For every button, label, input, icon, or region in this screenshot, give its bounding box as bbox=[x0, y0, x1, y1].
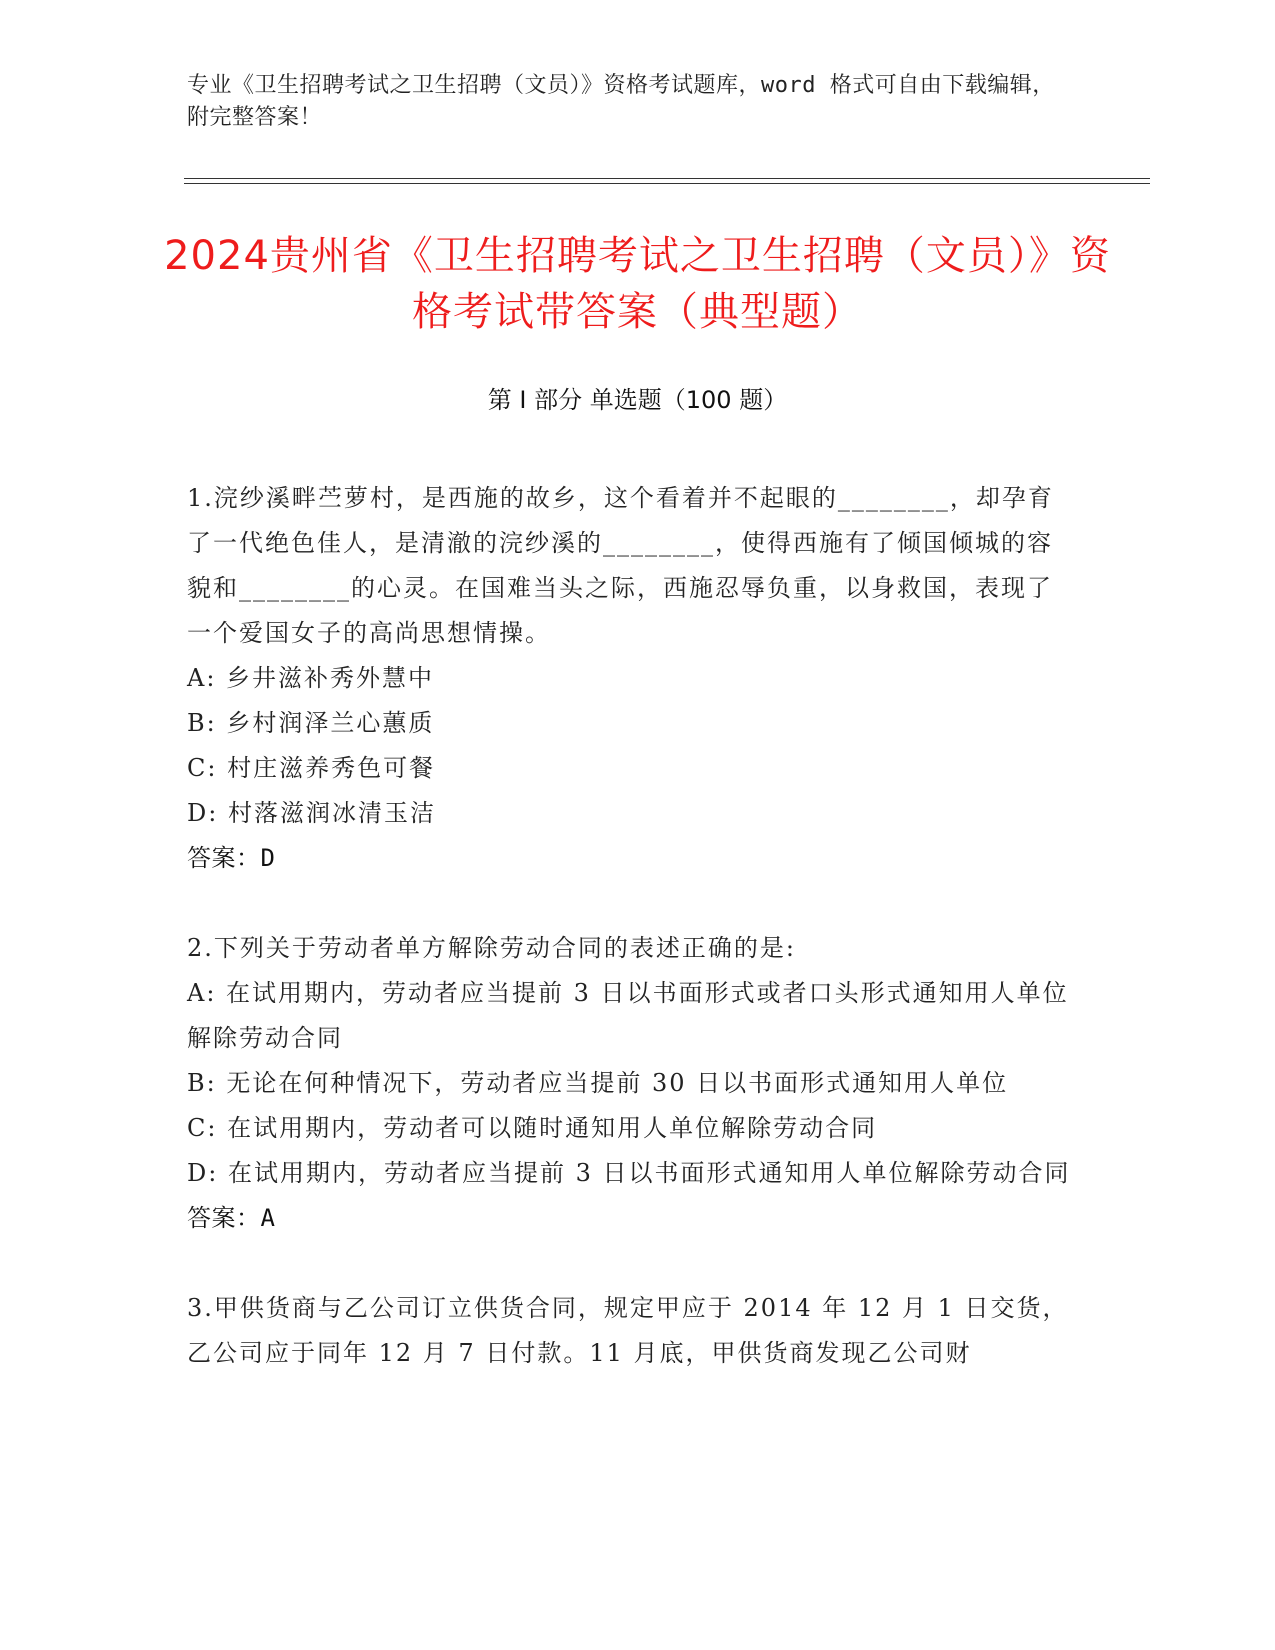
option-a: A: 乡井滋补秀外慧中 bbox=[187, 664, 435, 692]
answer-line bbox=[187, 836, 1077, 881]
answer-value: D bbox=[260, 844, 276, 872]
question-1 bbox=[187, 476, 1077, 881]
header-divider-secondary bbox=[184, 183, 1150, 184]
document-title: 2024贵州省《卫生招聘考试之卫生招聘（文员）》资格考试带答案（典型题） bbox=[164, 233, 1111, 335]
option-b: B: 乡村润泽兰心蕙质 bbox=[187, 709, 435, 737]
answer-line bbox=[187, 1196, 1077, 1241]
answer-value: A bbox=[260, 1204, 276, 1232]
option-c: C: 村庄滋养秀色可餐 bbox=[187, 754, 436, 782]
answer-label: 答案： bbox=[187, 1204, 261, 1232]
question-list bbox=[187, 476, 1077, 1421]
question-3 bbox=[187, 1286, 1077, 1376]
section-heading: 第 I 部分 单选题（100 题） bbox=[487, 386, 788, 414]
header-note: 专业《卫生招聘考试之卫生招聘（文员）》资格考试题库，word 格式可自由下载编辑，附完整答案！ bbox=[187, 73, 1055, 130]
question-stem: 2.下列关于劳动者单方解除劳动合同的表述正确的是: bbox=[187, 934, 796, 962]
option-d: D: 村落滋润冰清玉洁 bbox=[187, 799, 436, 827]
question-stem: 1.浣纱溪畔苎萝村，是西施的故乡，这个看着并不起眼的________，却孕育了一代绝色佳人，是清澈的浣纱溪的________，使得西施有了倾国倾城的容貌和________的心灵。在国难当头之际，西施忍辱负重，以身救国，表现了一个爱国女子的高尚思想情操。 bbox=[187, 484, 1054, 647]
option-c: C: 在试用期内，劳动者可以随时通知用人单位解除劳动合同 bbox=[187, 1114, 878, 1142]
question-stem: 3.甲供货商与乙公司订立供货合同，规定甲应于 2014 年 12 月 1 日交货，乙公司应于同年 12 月 7 日付款。11 月底，甲供货商发现乙公司财 bbox=[187, 1294, 1069, 1367]
answer-label: 答案： bbox=[187, 844, 261, 872]
option-d: D: 在试用期内，劳动者应当提前 3 日以书面形式通知用人单位解除劳动合同 bbox=[187, 1159, 1071, 1187]
question-2 bbox=[187, 926, 1077, 1241]
option-a: A: 在试用期内，劳动者应当提前 3 日以书面形式或者口头形式通知用人单位解除劳动合同 bbox=[187, 979, 1069, 1052]
option-b: B: 无论在何种情况下，劳动者应当提前 30 日以书面形式通知用人单位 bbox=[187, 1069, 1009, 1097]
header-divider bbox=[184, 178, 1150, 179]
